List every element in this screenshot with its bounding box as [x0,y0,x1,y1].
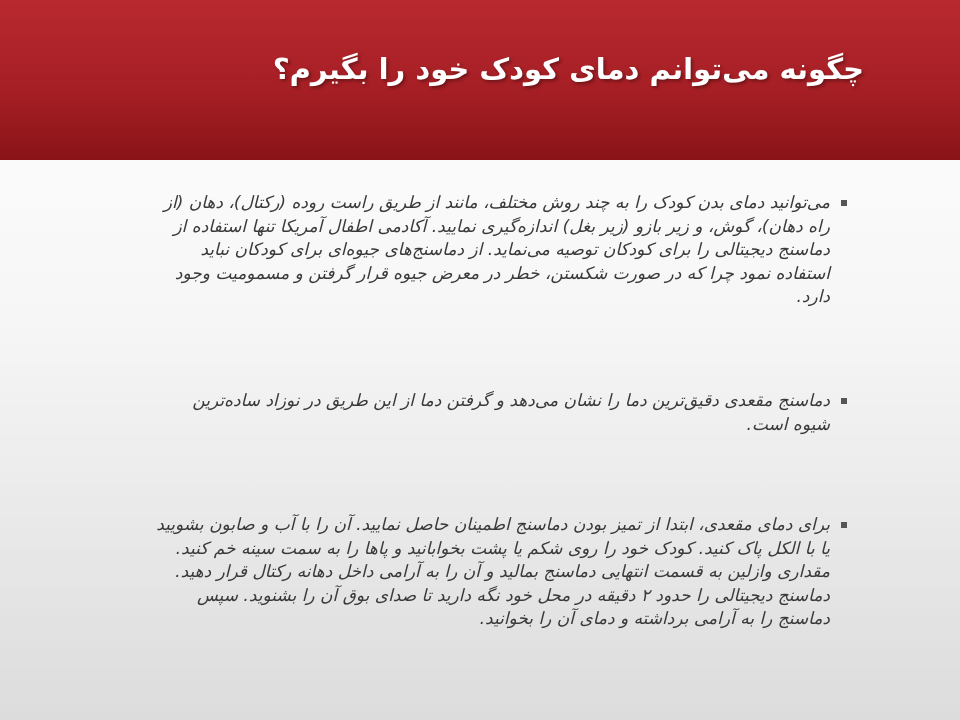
bullet-text: می‌توانید دمای بدن کودک را به چند روش مختلف، مانند از طریق راست روده (رکتال)، دهان (از راه دهان)، گوش، و زیر بازو (زیر بغل) اندازه‌گیری نمایید. آکادمی اطفال آمریکا تنها استفاده از دماسنج دیجیتالی را برای کودکان توصیه می‌نماید. از دماسنج‌های جیوه‌ای برای کودکان نباید استفاده نمود چرا که در صورت شکستن، خطر در معرض جیوه قرار گرفتن و مسمومیت وجود دارد. [163,193,830,307]
bullet-item [150,514,830,632]
bullet-square-icon [841,398,847,404]
slide-title: چگونه می‌توانم دمای کودک خود را بگیرم؟ [272,52,864,86]
bullet-item [150,192,830,310]
bullet-text: دماسنج مقعدی دقیق‌ترین دما را نشان می‌دهد و گرفتن دما از این طریق در نوزاد ساده‌ترین شیوه است. [192,391,830,435]
bullet-square-icon [841,522,847,528]
bullet-text: برای دمای مقعدی، ابتدا از تمیز بودن دماسنج اطمینان حاصل نمایید. آن را با آب و صابون بشویید یا با الکل پاک کنید. کودک خود را روی شکم یا پشت بخوابانید و پاها را به سمت سینه خم کنید. مقداری وازلین به قسمت انتهایی دماسنج بمالید و آن را به آرامی داخل دهانه رکتال قرار دهید. دماسنج دیجیتالی را حدود ۲ دقیقه در محل خود نگه دارید تا صدای بوق آن را بشنوید. سپس دماسنج را به آرامی برداشته و دمای آن را بخوانید. [156,515,830,629]
bullet-item [150,390,830,437]
title-banner [0,0,960,160]
bullet-square-icon [841,200,847,206]
